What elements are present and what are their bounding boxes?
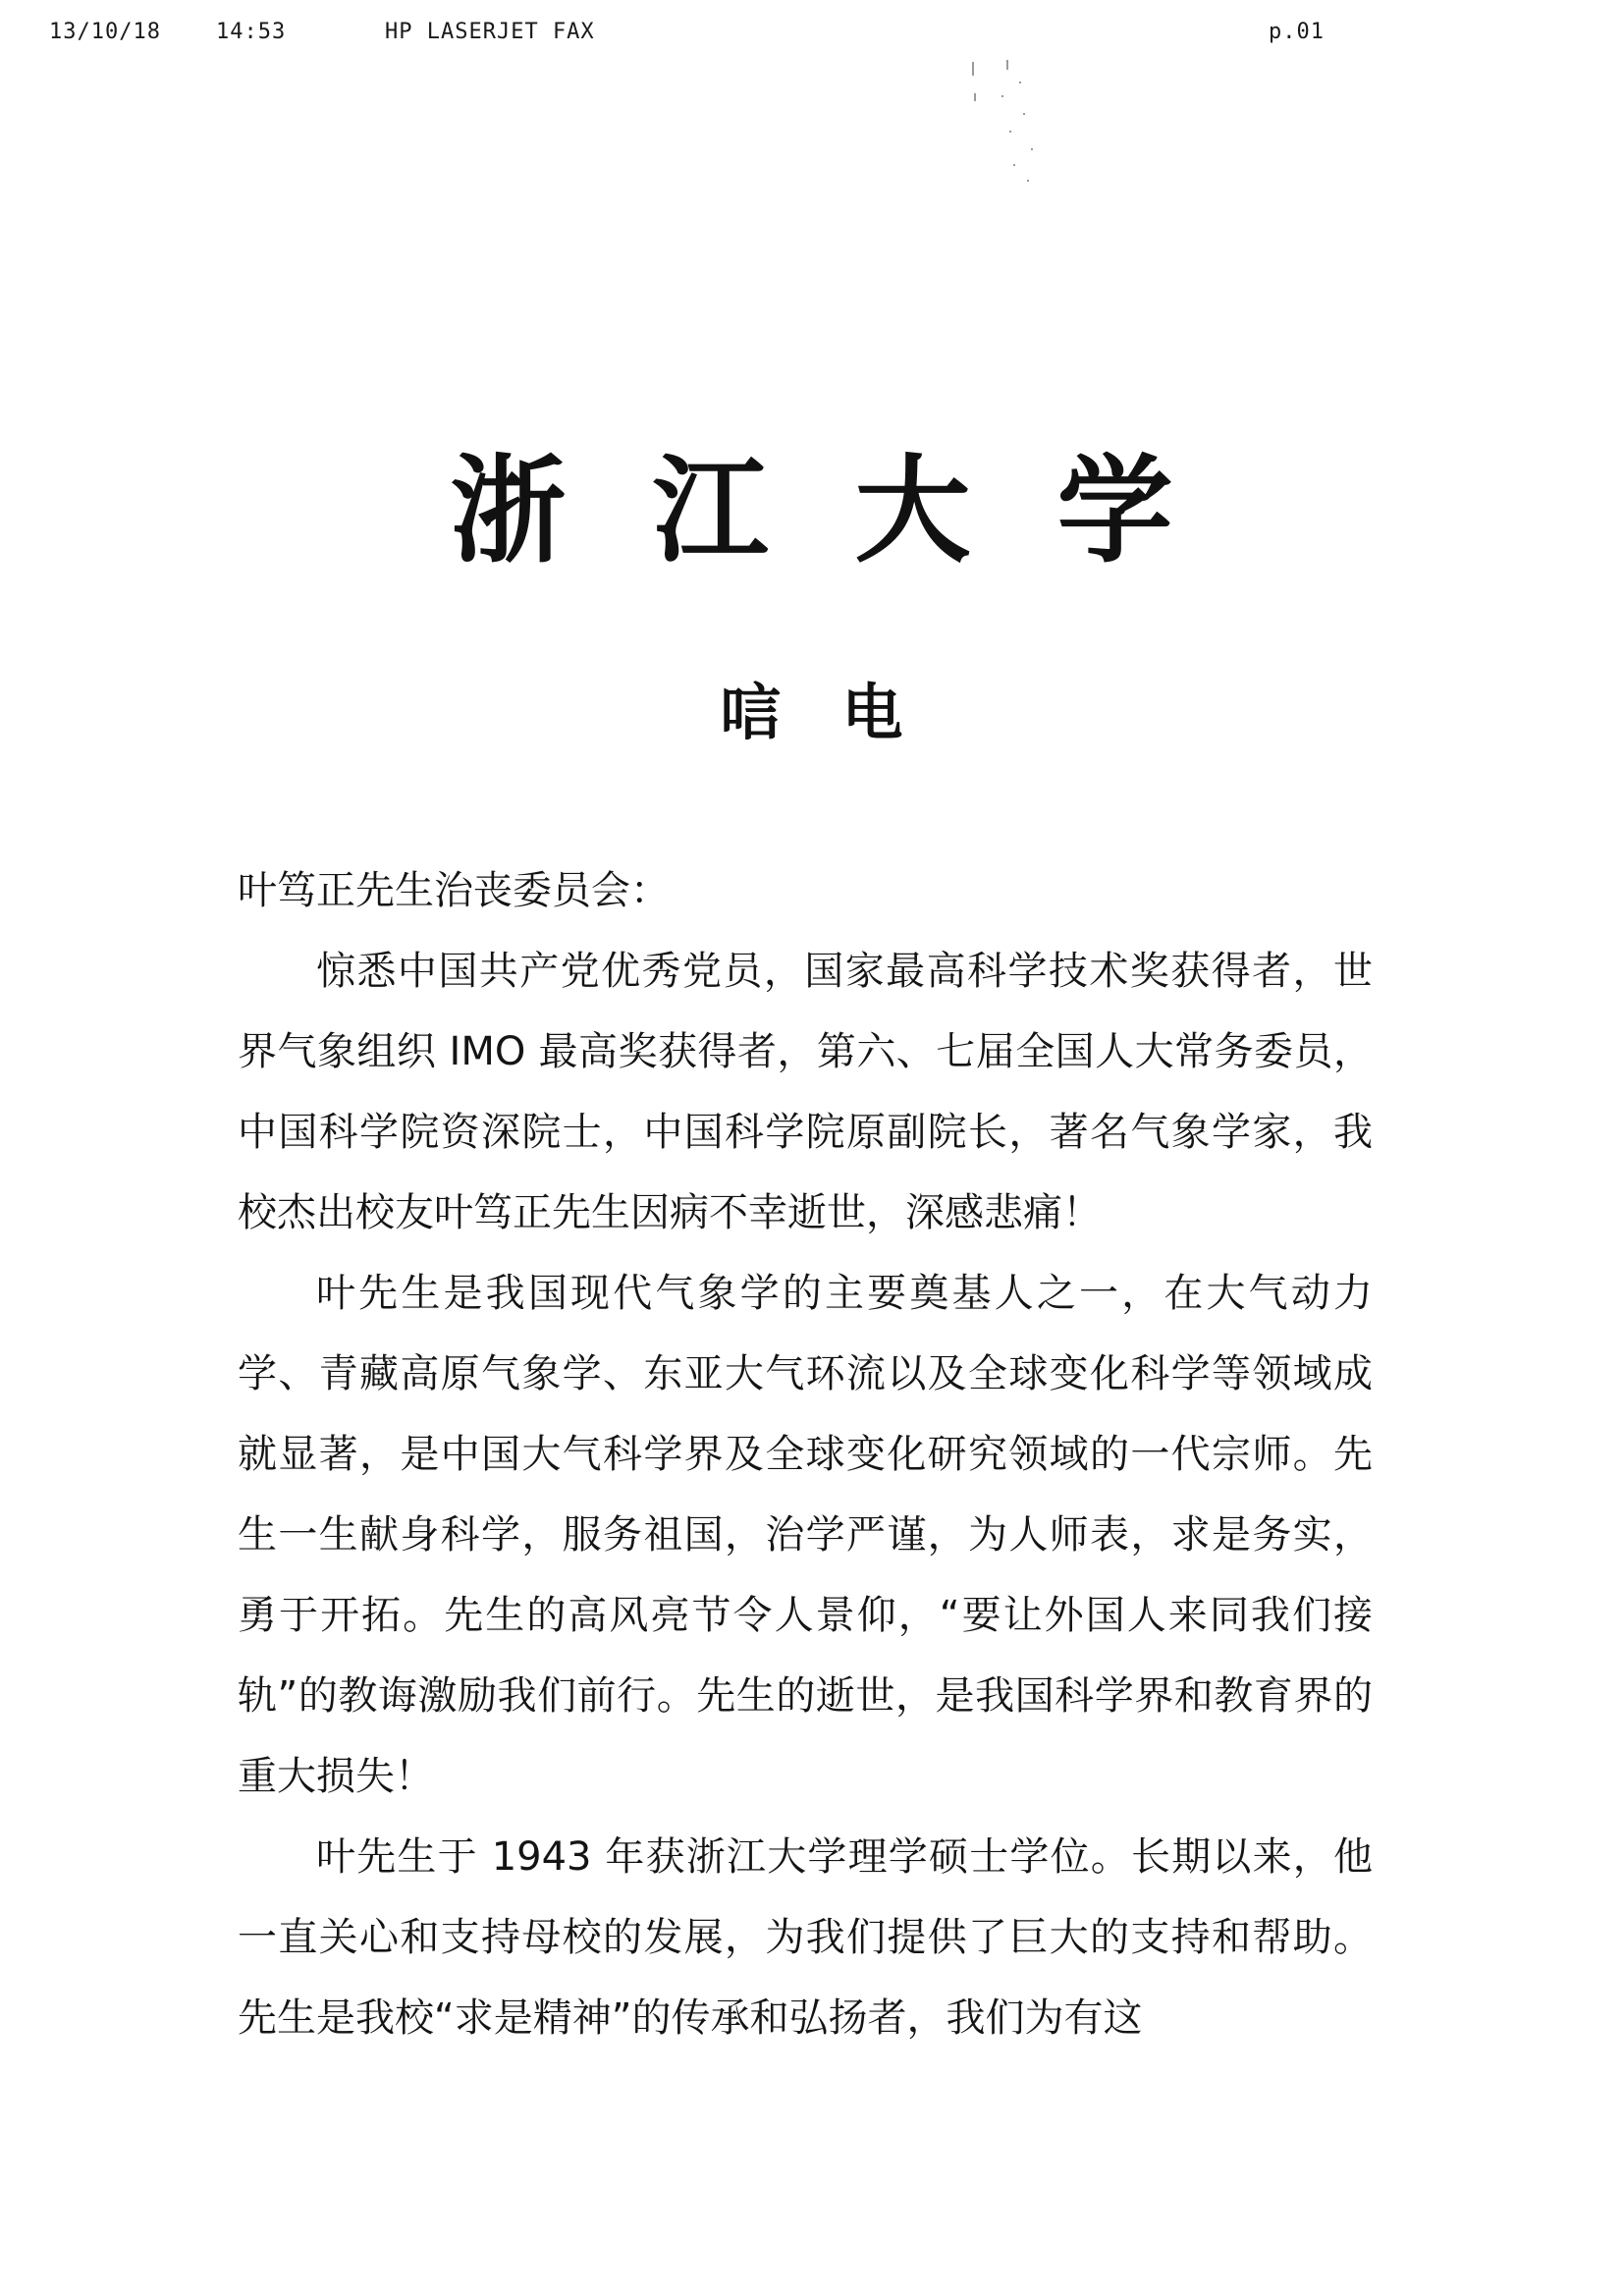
document-type-title: 唁电 [720, 677, 964, 748]
letter-salutation: 叶笃正先生治丧委员会： [238, 868, 670, 913]
letter-paragraph-alma-mater: 叶先生于 1943 年获浙江大学理学硕士学位。长期以来，他一直关心和支持母校的发展，为我们提供了巨大的支持和帮助。先生是我校“求是精神”的传承和弘扬者，我们为有这 [238, 1834, 1373, 2041]
letter-body [238, 850, 1373, 2058]
fax-date: 13/10/18 [49, 20, 161, 44]
letter-paragraph-achievements: 叶先生是我国现代气象学的主要奠基人之一，在大气动力学、青藏高原气象学、东亚大气环流以及全球变化科学等领域成就显著，是中国大气科学界及全球变化研究领域的一代宗师。先生一生献身科学，服务祖国，治学严谨，为人师表，求是务实，勇于开拓。先生的高风亮节令人景仰，“要让外国人来同我们接轨”的教诲激励我们前行。先生的逝世，是我国科学界和教育界的重大损失！ [238, 1271, 1373, 1799]
fax-header [0, 20, 1623, 59]
scan-noise [962, 54, 1070, 191]
letterhead-institution: 浙江大学 [450, 442, 1260, 578]
letter-paragraph-condolence: 惊悉中国共产党优秀党员，国家最高科学技术奖获得者，世界气象组织 IMO 最高奖获得者，第六、七届全国人大常务委员，中国科学院资深院士，中国科学院原副院长，著名气象学家，我校杰出校友叶笃正先生因病不幸逝世，深感悲痛！ [238, 949, 1373, 1235]
fax-device-name: HP LASERJET FAX [385, 20, 595, 44]
fax-page-number: p.01 [1269, 20, 1325, 44]
fax-time: 14:53 [216, 20, 287, 44]
